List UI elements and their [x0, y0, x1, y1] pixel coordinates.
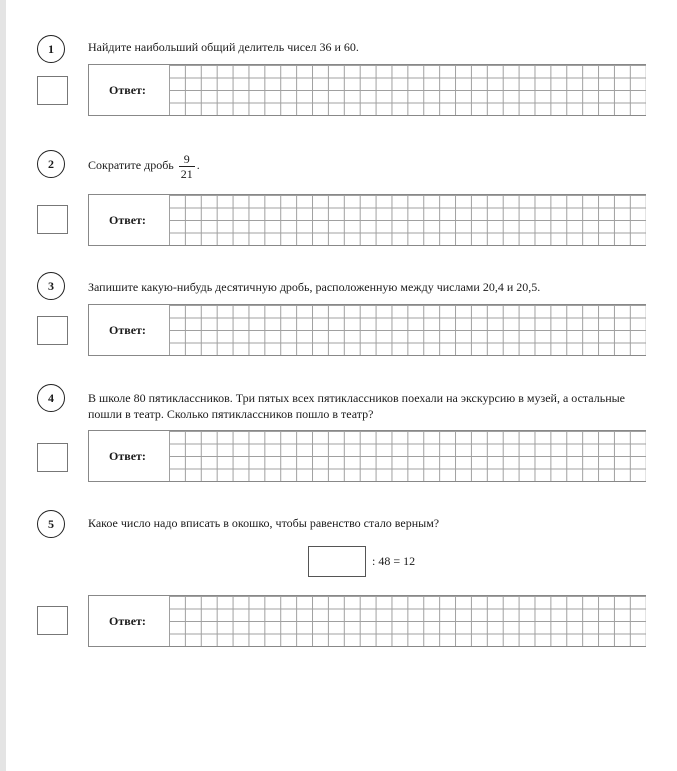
score-box [37, 606, 68, 635]
answer-field[interactable] [88, 194, 646, 246]
answer-field[interactable] [88, 595, 646, 647]
fraction-numerator: 9 [179, 152, 195, 167]
score-box [37, 443, 68, 472]
score-box [37, 316, 68, 345]
task-number-badge: 5 [37, 510, 65, 538]
answer-label: Ответ: [109, 322, 146, 337]
answer-field[interactable] [88, 430, 646, 482]
task-question: Какое число надо вписать в окошко, чтобы равенство стало верным? [88, 516, 440, 530]
task-question [88, 148, 653, 182]
question-period: . [196, 158, 200, 172]
equation-blank-box[interactable] [308, 546, 366, 577]
task-question: Найдите наибольший общий делитель чисел 36 и 60. [88, 40, 359, 54]
fraction [179, 152, 195, 181]
task-question: В школе 80 пятиклассников. Три пятых всех пятиклассников поехали на экскурсию в музей, а остальные пошли в театр. Сколько пятиклассников пошло в театр? [88, 391, 626, 421]
answer-grid[interactable] [169, 596, 646, 646]
question-text: Сократите дробь [88, 158, 174, 172]
answer-grid[interactable] [169, 305, 646, 355]
task-number-badge: 1 [37, 35, 65, 63]
fraction-denominator: 21 [180, 166, 193, 181]
answer-field[interactable] [88, 64, 646, 116]
equation [308, 546, 415, 577]
answer-label: Ответ: [109, 82, 146, 97]
answer-label: Ответ: [109, 212, 146, 227]
answer-label: Ответ: [109, 448, 146, 463]
task-question: Запишите какую-нибудь десятичную дробь, расположенную между числами 20,4 и 20,5. [88, 280, 541, 294]
task-number-badge: 3 [37, 272, 65, 300]
page-edge [0, 0, 6, 771]
equation-rest: : 48 = 12 [372, 554, 416, 568]
answer-field[interactable] [88, 304, 646, 356]
answer-grid[interactable] [169, 195, 646, 245]
score-box [37, 76, 68, 105]
score-box [37, 205, 68, 234]
task-number-badge: 2 [37, 150, 65, 178]
answer-label: Ответ: [109, 613, 146, 628]
answer-grid[interactable] [169, 431, 646, 481]
task-number-badge: 4 [37, 384, 65, 412]
answer-grid[interactable] [169, 65, 646, 115]
